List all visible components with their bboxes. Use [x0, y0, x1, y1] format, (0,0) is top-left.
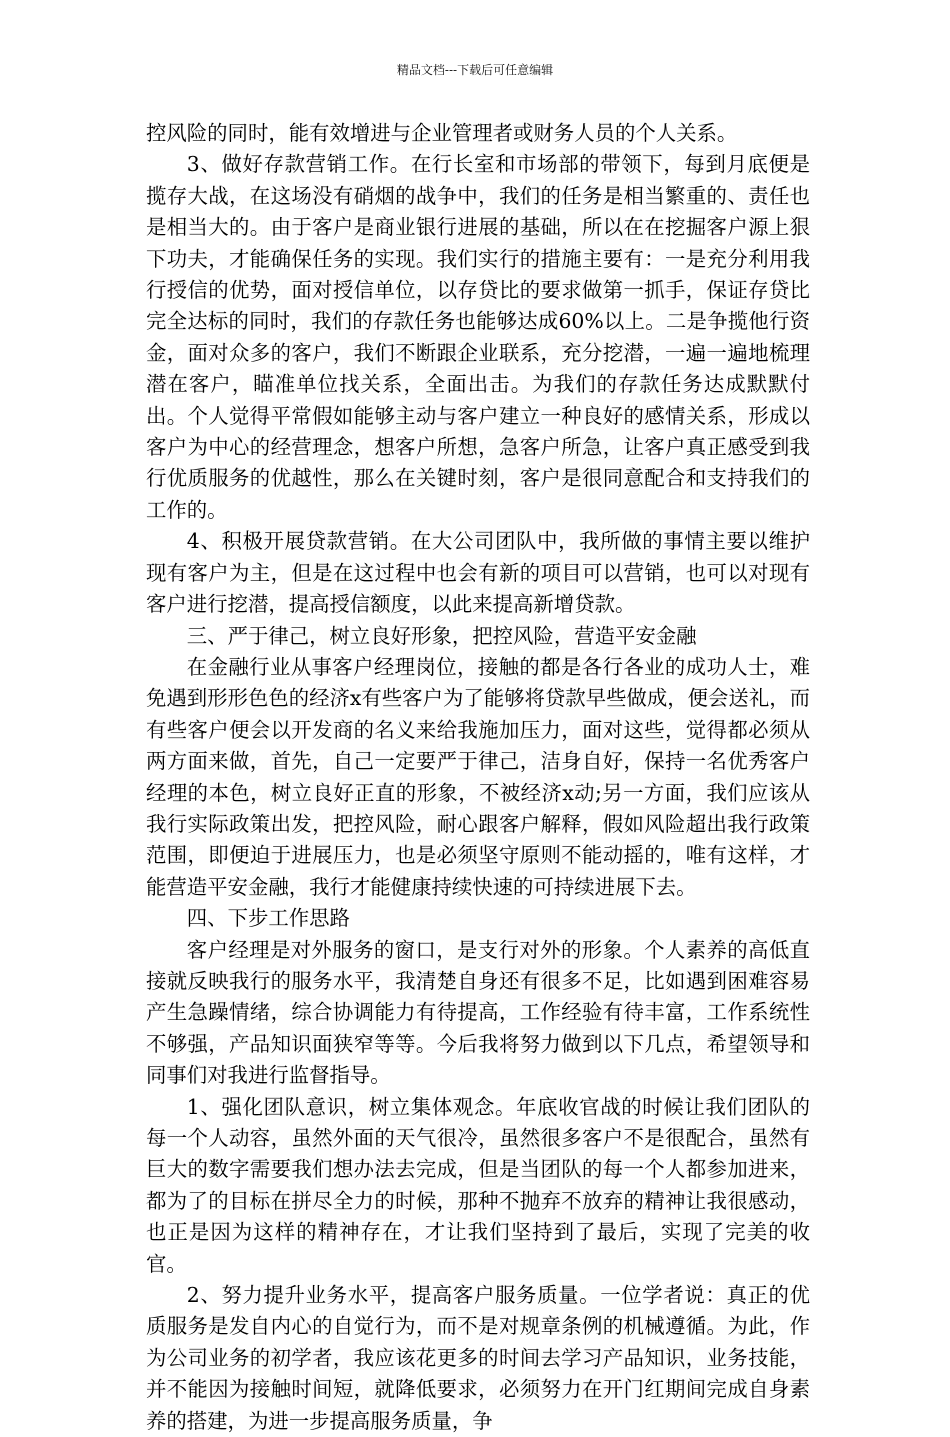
paragraph-next-steps-intro: 客户经理是对外服务的窗口，是支行对外的形象。个人素养的高低直接就反映我行的服务水平，我清楚自身还有很多不足，比如遇到困难容易产生急躁情绪，综合协调能力有待提高，工作经验有待丰富，工作系统性不够强，产品知识面狭窄等等。今后我将努力做到以下几点，希望领导和同事们对我进行监督指导。 — [146, 937, 810, 1088]
page-header: 精品文档---下载后可任意编辑 — [396, 63, 554, 77]
document-body — [146, 118, 810, 1437]
section-heading-self-discipline: 三、严于律己，树立良好形象，把控风险，营造平安金融 — [186, 623, 697, 648]
paragraph-team-awareness: 1、强化团队意识，树立集体观念。年底收官战的时候让我们团队的每一个人动容，虽然外面的天气很冷，虽然很多客户不是很配合，虽然有巨大的数字需要我们想办法去完成，但是当团队的每一个人都参加进来，都为了的目标在拼尽全力的时候，那种不抛弃不放弃的精神让我很感动，也正是因为这样的精神存在，才让我们坚持到了最后，实现了完美的收官。 — [146, 1094, 810, 1276]
paragraph-service-quality: 2、努力提升业务水平，提高客户服务质量。一位学者说：真正的优质服务是发自内心的自觉行为，而不是对规章条例的机械遵循。为此，作为公司业务的初学者，我应该花更多的时间去学习产品知识，业务技能，并不能因为接触时间短，就降低要求，必须努力在开门红期间完成自身素养的搭建，为进一步提高服务质量，争 — [146, 1283, 810, 1433]
section-heading-next-steps: 四、下步工作思路 — [186, 906, 350, 931]
paragraph-loan-marketing: 4、积极开展贷款营销。在大公司团队中，我所做的事情主要以维护现有客户为主，但是在这过程中也会有新的项目可以营销，也可以对现有客户进行挖潜，提高授信额度，以此来提高新增贷款。 — [146, 529, 810, 617]
paragraph-continuation: 控风险的同时，能有效增进与企业管理者或财务人员的个人关系。 — [146, 121, 738, 145]
paragraph-self-discipline: 在金融行业从事客户经理岗位，接触的都是各行各业的成功人士，难免遇到形形色色的经济x有些客户为了能够将贷款早些做成，便会送礼，而有些客户便会以开发商的名义来给我施加压力，面对这些，觉得都必须从两方面来做，首先，自己一定要严于律己，洁身自好，保持一名优秀客户经理的本色，树立良好正直的形象，不被经济x动;另一方面，我们应该从我行实际政策出发，把控风险，耐心跟客户解释，假如风险超出我行政策范围，即便迫于进展压力，也是必须坚守原则不能动摇的，唯有这样，才能营造平安金融，我行才能健康持续快速的可持续进展下去。 — [146, 654, 810, 899]
paragraph-deposit-marketing: 3、做好存款营销工作。在行长室和市场部的带领下，每到月底便是揽存大战，在这场没有硝烟的战争中，我们的任务是相当繁重的、责任也是相当大的。由于客户是商业银行进展的基础，所以在在挖掘客户源上狠下功夫，才能确保任务的实现。我们实行的措施主要有：一是充分利用我行授信的优势，面对授信单位，以存贷比的要求做第一抓手，保证存贷比完全达标的同时，我们的存款任务也能够达成60%以上。二是争揽他行资金，面对众多的客户，我们不断跟企业联系，充分挖潜，一遍一遍地梳理潜在客户，瞄准单位找关系，全面出击。为我们的存款任务达成默默付出。个人觉得平常假如能够主动与客户建立一种良好的感情关系，形成以客户为中心的经营理念，想客户所想，急客户所急，让客户真正感受到我行优质服务的优越性，那么在关键时刻，客户是很同意配合和支持我们的工作的。 — [146, 152, 810, 522]
